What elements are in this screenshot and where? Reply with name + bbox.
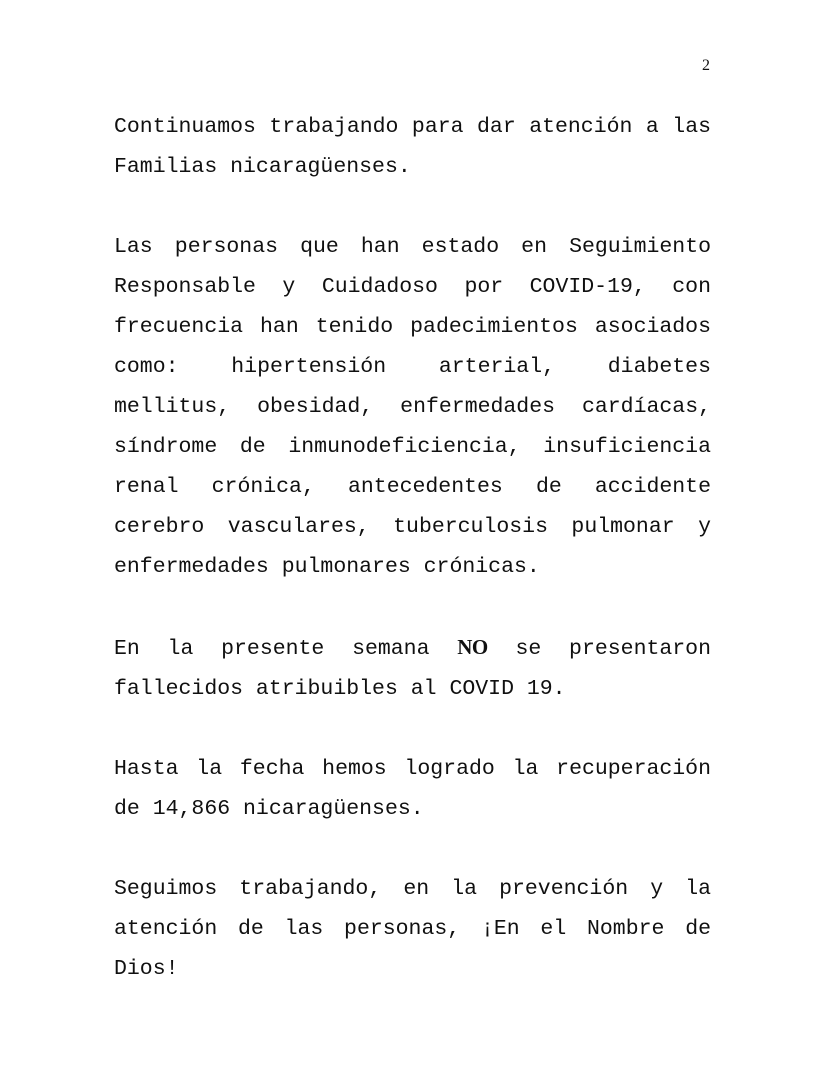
emphasis-no: NO bbox=[457, 635, 488, 659]
paragraph-1: Continuamos trabajando para dar atención a las Familias nicaragüenses. bbox=[114, 115, 711, 179]
paragraph-2: Las personas que han estado en Seguimiento Responsable y Cuidadoso por COVID-19, con frecuencia han tenido padecimientos asociados como: hipertensión arterial, diabetes mellitus, obesidad, enfermedades cardíacas, síndrome de inmunodeficiencia, insuficiencia renal crónica, antecedentes de accidente cerebro vasculares, tuberculosis pulmonar y enfermedades pulmonares crónicas. bbox=[114, 235, 711, 579]
paragraph-5: Seguimos trabajando, en la prevención y la atención de las personas, ¡En el Nombre de Dios! bbox=[114, 877, 711, 981]
paragraph-3-text-before: En la presente semana bbox=[114, 637, 458, 661]
page-number: 2 bbox=[702, 57, 710, 74]
paragraph-3-text-after: se presentaron fallecidos atribuibles al COVID 19. bbox=[114, 637, 711, 701]
paragraph-3 bbox=[114, 627, 711, 709]
document-body bbox=[114, 107, 711, 989]
paragraph-4: Hasta la fecha hemos logrado la recuperación de 14,866 nicaragüenses. bbox=[114, 757, 711, 821]
